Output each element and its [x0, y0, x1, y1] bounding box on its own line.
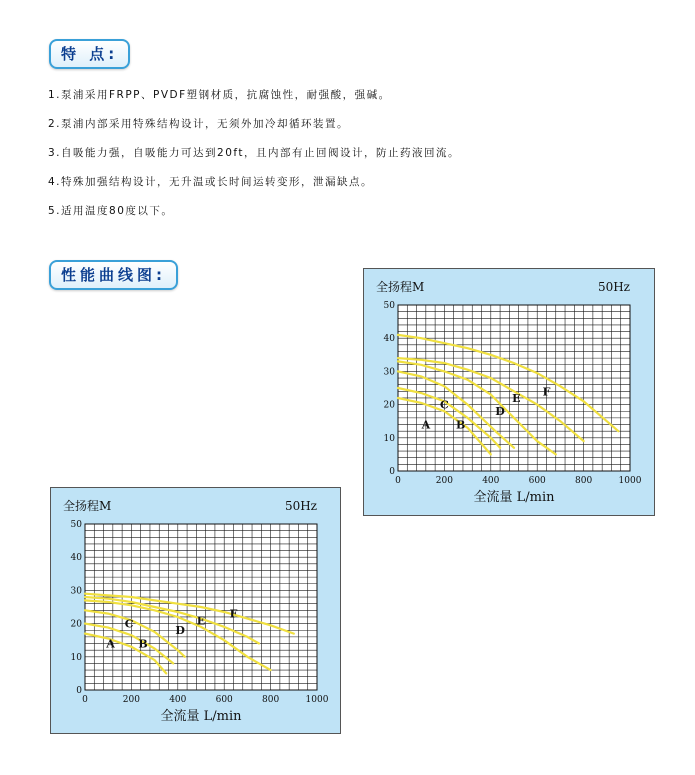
performance-chart-2-svg [51, 488, 340, 733]
chart2-y-tick-label: 50 [70, 520, 82, 530]
chart2-y-tick-label: 0 [76, 686, 82, 696]
chart1-y-tick-label: 40 [383, 334, 395, 345]
chart1-curve-label-E: E [512, 391, 521, 405]
chart1-curve-label-C: C [440, 398, 449, 412]
feature-item-3: 3.自吸能力强，自吸能力可达到20ft，且内部有止回阀设计，防止药液回流。 [48, 147, 461, 159]
chart1-y-tick-label: 30 [383, 367, 395, 378]
performance-chart-1 [363, 268, 655, 516]
chart1-y-tick-label: 0 [389, 467, 395, 477]
chart2-curve-label-A: A [106, 637, 115, 651]
chart2-y-tick-label: 40 [70, 553, 82, 564]
chart2-frequency-label: 50Hz [284, 499, 317, 513]
chart2-y-tick-label: 20 [70, 619, 82, 630]
feature-item-2: 2.泵浦内部采用特殊结构设计，无须外加冷却循环装置。 [48, 118, 350, 130]
chart1-y-tick-label: 20 [383, 400, 395, 411]
features-list [48, 88, 460, 233]
chart2-x-tick-label: 1000 [305, 695, 329, 705]
chart2-y-tick-label: 10 [70, 652, 82, 663]
chart1-curve-label-B: B [455, 418, 466, 432]
chart2-x-tick-label: 800 [262, 695, 280, 705]
chart1-y-tick-label: 50 [383, 301, 395, 311]
chart1-x-axis-label: 全流量 L/min [473, 490, 555, 505]
performance-curve-section-title: 性能曲线图: [49, 260, 178, 290]
chart1-x-tick-label: 0 [395, 476, 401, 486]
chart1-y-tick-label: 10 [383, 433, 395, 444]
chart1-x-tick-label: 800 [575, 476, 593, 486]
chart1-curve-label-D: D [495, 405, 505, 419]
chart1-frequency-label: 50Hz [597, 280, 630, 294]
chart2-curve-label-E: E [196, 614, 206, 628]
chart2-curve-label-B: B [138, 637, 148, 651]
chart1-x-tick-label: 400 [482, 476, 500, 486]
chart1-x-tick-label: 600 [528, 476, 546, 486]
chart1-x-tick-label: 200 [435, 476, 453, 486]
chart2-x-tick-label: 600 [215, 695, 233, 705]
chart2-x-tick-label: 0 [82, 695, 88, 705]
chart2-curve-label-C: C [124, 617, 134, 631]
chart1-y-axis-label: 全扬程M [376, 280, 425, 294]
feature-item-1: 1.泵浦采用FRPP、PVDF塑钢材质，抗腐蚀性，耐强酸，强碱。 [48, 89, 391, 101]
performance-chart-2 [50, 487, 341, 734]
chart2-y-axis-label: 全扬程M [63, 499, 112, 513]
feature-item-5: 5.适用温度80度以下。 [48, 205, 174, 217]
chart2-x-axis-label: 全流量 L/min [160, 709, 242, 724]
chart1-x-tick-label: 1000 [618, 476, 642, 486]
chart2-x-tick-label: 400 [169, 695, 187, 705]
chart2-curve-label-D: D [175, 624, 185, 638]
chart2-x-tick-label: 200 [122, 695, 140, 705]
features-section-title: 特 点: [49, 39, 130, 69]
chart2-curve-label-F: F [229, 607, 238, 621]
chart1-plot-area [398, 305, 630, 471]
chart2-y-tick-label: 30 [70, 586, 82, 597]
feature-item-4: 4.特殊加强结构设计，无升温或长时间运转变形，泄漏缺点。 [48, 176, 374, 188]
chart1-curve-label-A: A [421, 418, 431, 432]
chart1-curve-label-F: F [542, 385, 551, 399]
performance-chart-1-svg [364, 269, 654, 515]
